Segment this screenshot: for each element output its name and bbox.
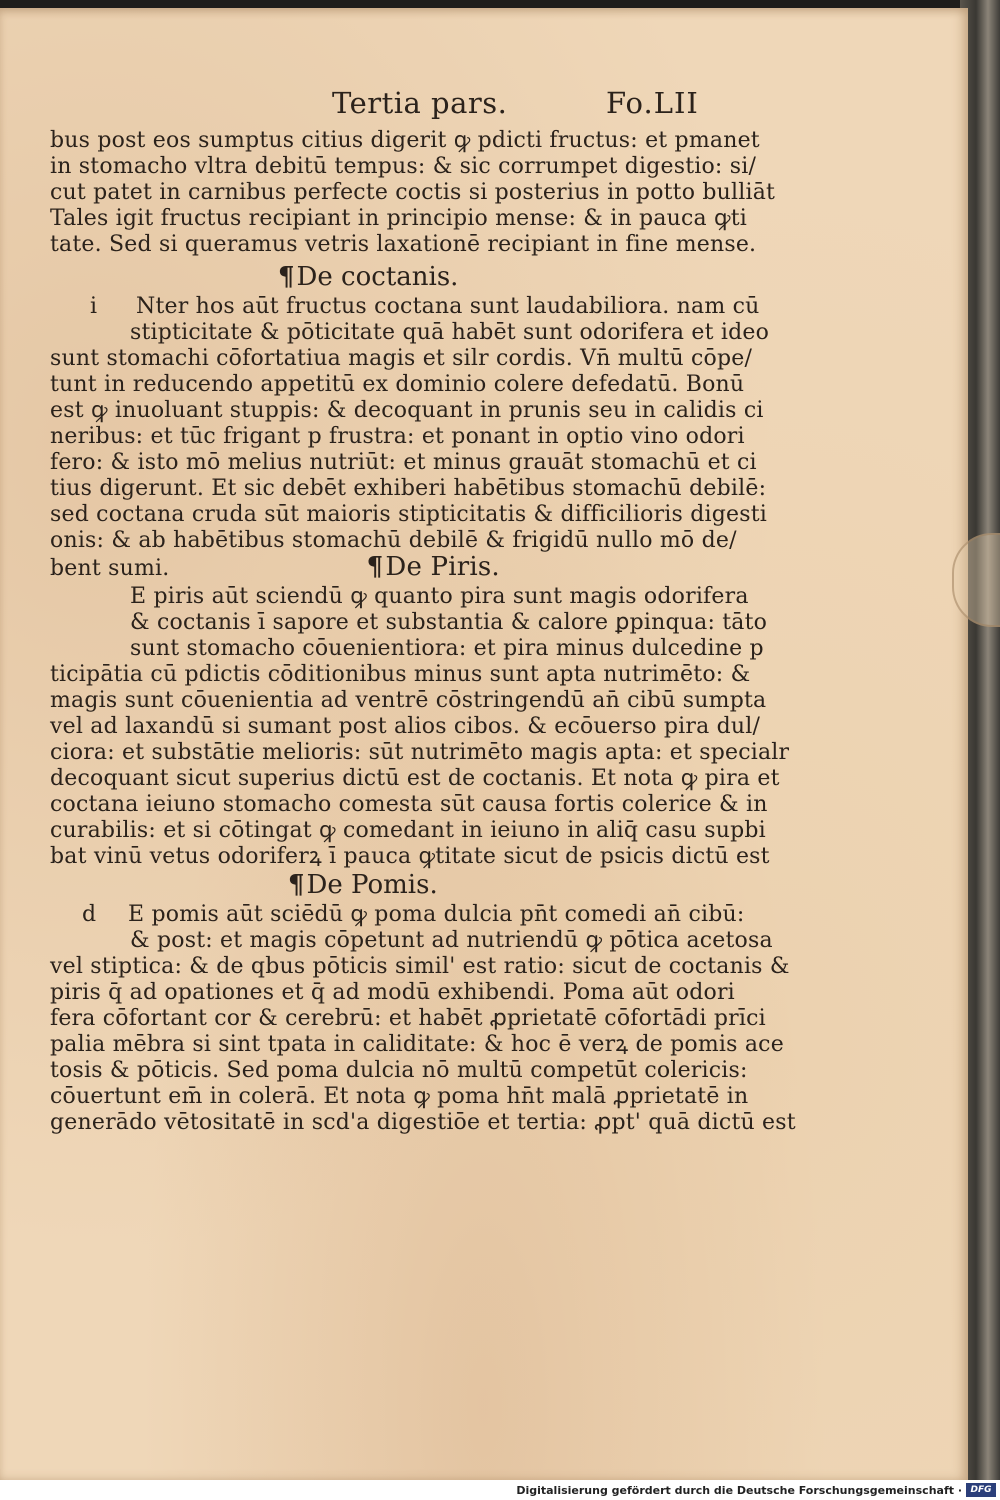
text-line: ciora: et substātie melioris: sūt nutrimēto magis apta: et specialr (50, 740, 790, 765)
text-line: tosis & pōticis. Sed poma dulcia nō multū competūt colericis: (50, 1058, 748, 1083)
text-line: & post: et magis cōpetunt ad nutriendū ꝙ pōtica acetosa (130, 928, 773, 953)
section-heading-pomis: ¶De Pomis. (288, 870, 438, 900)
text-line: piris q̄ ad opationes et q̄ ad modū exhibendi. Poma aūt odori (50, 980, 735, 1005)
folio-number: Fo.LII (606, 86, 699, 120)
text-line: cut patet in carnibus perfecte coctis si posterius in potto bulliāt (50, 180, 776, 205)
text-line: neribus: et tūc frigant p frustra: et ponant in optio vino odori (50, 424, 745, 449)
text-line: bus post eos sumptus citius digerit ꝙ pdicti fructus: et pmanet (50, 128, 760, 153)
text-column (50, 86, 796, 1136)
section-heading-piris: ¶De Piris. (366, 552, 500, 582)
text-line: tate. Sed si queramus vetris laxationē recipiant in fine mense. (50, 232, 757, 257)
text-line: sunt stomachi cōfortatiua magis et silr cordis. Vn̄ multū cōpe/ (50, 346, 753, 371)
pilcrow-icon: ¶ (288, 870, 305, 900)
funding-notice: Digitalisierung gefördert durch die Deutsche Forschungsgemeinschaft · (516, 1484, 962, 1497)
running-head-part: Tertia pars. (332, 86, 508, 120)
pilcrow-icon: ¶ (278, 262, 295, 292)
text-line: vel ad laxandū si sumant post alios cibos. & ecōuerso pira dul/ (50, 714, 761, 739)
text-line: in stomacho vltra debitū tempus: & sic corrumpet digestio: si/ (50, 154, 757, 179)
section-heading-coctanis: ¶De coctanis. (278, 262, 459, 292)
text-line: onis: & ab habētibus stomachū debilē & frigidū nullo mō de/ (50, 528, 737, 553)
text-line: cōuertunt em̄ in colerā. Et nota ꝙ poma hn̄t malā ꝓprietatē in (50, 1084, 749, 1109)
running-head (50, 86, 720, 126)
text-line: tunt in reducendo appetitū ex dominio colere defedatū. Bonū (50, 372, 745, 397)
text-line: stipticitate & pōticitate quā habēt sunt odorifera et ideo (130, 320, 770, 345)
text-line: curabilis: et si cōtingat ꝙ comedant in ieiuno in aliq̄ casu supbi (50, 818, 766, 843)
page-edge-tab (952, 533, 1000, 627)
text-line: decoquant sicut superius dictū est de coctanis. Et nota ꝙ pira et (50, 766, 780, 791)
text-line: ticipātia cū pdictis cōditionibus minus sunt apta nutrimēto: & (50, 662, 751, 687)
initial-guide-letter: d (82, 902, 97, 927)
text-line: coctana ieiuno stomacho comesta sūt causa fortis colerice & in (50, 792, 768, 817)
text-line: i Nter hos aūt fructus coctana sunt laudabiliora. nam cū (50, 294, 720, 320)
dfg-logo-icon: DFG (966, 1483, 996, 1497)
book-page (0, 8, 968, 1480)
text-line: magis sunt cōuenientia ad ventrē cōstringendū an̄ cibū sumpta (50, 688, 767, 713)
text-line: fera cōfortant cor & cerebrū: et habēt ꝓprietatē cōfortādi prīci (50, 1006, 766, 1031)
text-line: E piris aūt sciendū ꝙ quanto pira sunt magis odorifera (130, 584, 749, 609)
text-line: & coctanis ī sapore et substantia & calore ꝑpinqua: tāto (130, 610, 768, 635)
text-line: sunt stomacho cōuenientiora: et pira minus dulcedine p (130, 636, 764, 661)
text-line: sed coctana cruda sūt maioris stipticitatis & difficilioris digesti (50, 502, 768, 527)
text-line: Tales igit fructus recipiant in principio mense: & in pauca ꝙti (50, 206, 748, 231)
text-line: generādo vētositatē in scd'a digestiōe et tertia: ꝓpt' quā dictū est (50, 1110, 796, 1135)
text-line: fero: & isto mō melius nutriūt: et minus grauāt stomachū et ci (50, 450, 757, 475)
text-line: vel stiptica: & de qbus pōticis simil' est ratio: sicut de coctanis & (50, 954, 790, 979)
text-line: est ꝙ inuoluant stuppis: & decoquant in prunis seu in calidis ci (50, 398, 764, 423)
text-line: d E pomis aūt sciēdū ꝙ poma dulcia pn̄t comedi an̄ cibū: (50, 902, 720, 928)
pilcrow-icon: ¶ (366, 552, 384, 582)
initial-guide-letter: i (90, 294, 98, 319)
text-line: bent sumi. ¶De Piris. (50, 552, 500, 582)
text-line: bat vinū vetus odoriferꝝ ī pauca ꝙtitate sicut de psicis dictū est (50, 844, 770, 869)
text-line: tius digerunt. Et sic debēt exhiberi habētibus stomachū debilē: (50, 476, 767, 501)
text-line: palia mēbra si sint tpata in caliditate: & hoc ē verꝝ de pomis ace (50, 1032, 784, 1057)
